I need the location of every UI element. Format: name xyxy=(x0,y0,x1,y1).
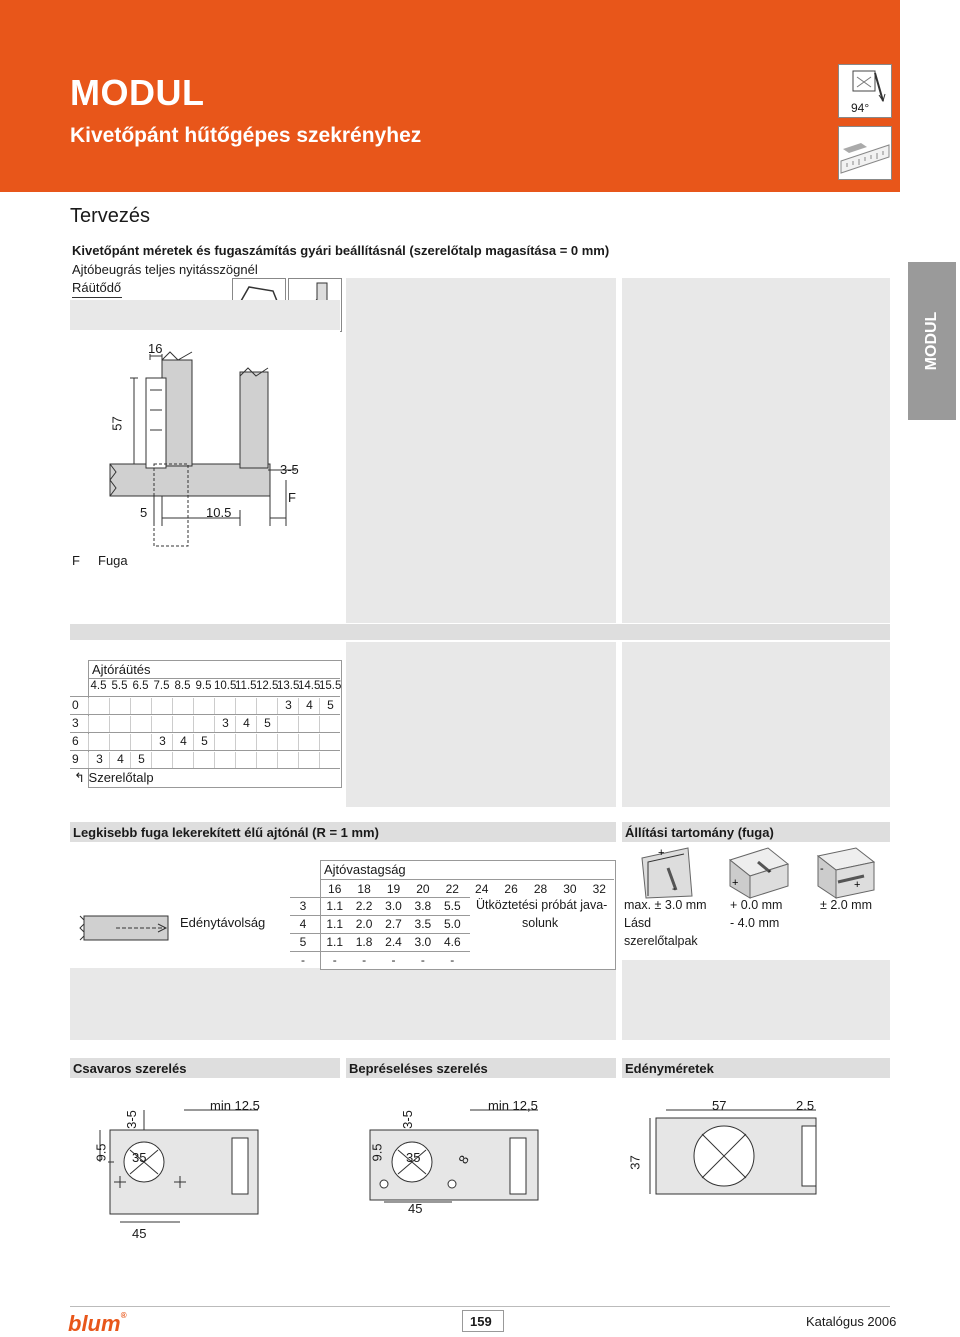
thickness-cell: - xyxy=(420,953,425,967)
plus-sign: + xyxy=(732,877,739,889)
page-title: MODUL xyxy=(70,72,205,113)
overlay-cell: 3 xyxy=(88,752,110,768)
overlay-cell xyxy=(151,698,173,714)
overlay-cell xyxy=(235,698,257,714)
thickness-value: 32 xyxy=(592,882,606,896)
overlay-row-label: 9 xyxy=(72,752,79,766)
thickness-value: 24 xyxy=(475,882,489,896)
thickness-cell: - xyxy=(362,953,367,967)
thickness-cell: - xyxy=(332,953,337,967)
overlay-column-header: 8.5 xyxy=(174,680,191,692)
thickness-cell: 4.6 xyxy=(443,935,461,949)
thickness-row-label: - xyxy=(301,953,305,967)
legend-text: Fuga xyxy=(98,553,128,568)
thickness-cell: 2.2 xyxy=(355,899,373,913)
overlay-cell xyxy=(109,716,131,732)
overlay-cell xyxy=(109,734,131,750)
thickness-value: 28 xyxy=(533,882,548,896)
overlay-cell xyxy=(172,752,194,768)
overlay-cell: 4 xyxy=(235,716,257,732)
cup-dims-heading: Edényméretek xyxy=(625,1061,714,1076)
thickness-cell: - xyxy=(391,953,396,967)
screw-mount-heading: Csavaros szerelés xyxy=(73,1061,187,1076)
overlay-row-label: 0 xyxy=(72,698,79,712)
overlay-column-header: 9.5 xyxy=(195,680,212,692)
thickness-cell: 1.1 xyxy=(326,899,344,913)
overlay-cell: 5 xyxy=(256,716,278,732)
overlay-cell xyxy=(151,752,173,768)
cup-37: 37 xyxy=(627,1155,643,1170)
overlay-cell xyxy=(193,716,215,732)
thickness-cell: 3.0 xyxy=(414,935,432,949)
thickness-value: 18 xyxy=(357,882,371,896)
minus-sign: - xyxy=(672,883,676,895)
blum-logo: blum® xyxy=(68,1311,127,1336)
thickness-cell: 3.0 xyxy=(385,899,402,913)
dim-3-5: 3-5 xyxy=(280,462,299,477)
overlay-cell xyxy=(130,716,152,732)
overlay-cell xyxy=(319,734,341,750)
overlay-cell xyxy=(277,734,299,750)
overlay-hinge-drawing xyxy=(70,330,350,560)
overlay-cell xyxy=(277,752,299,768)
plus-sign: + xyxy=(658,847,665,859)
thickness-cell: 2.4 xyxy=(385,935,402,949)
adjust-col2-line2: - 4.0 mm xyxy=(730,916,780,930)
thickness-value: 19 xyxy=(386,882,401,896)
adjust-col1-line2: Lásd xyxy=(624,916,652,930)
empty-panel-5 xyxy=(622,642,890,807)
min-gap-heading: Legkisebb fuga lekerekített élű ajtónál (R = 1 mm) xyxy=(73,825,379,840)
overlay-table-title: Ajtóráütés xyxy=(92,662,151,677)
overlay-cell: 3 xyxy=(277,698,299,714)
thickness-cell: 2.0 xyxy=(355,917,373,931)
thickness-cell: 3.5 xyxy=(414,917,432,931)
adjust-col1-line1: max. ± 3.0 mm xyxy=(624,898,707,912)
overlay-cell xyxy=(88,716,110,732)
overlay-column-header: 13.5 xyxy=(277,680,300,692)
overlay-cell xyxy=(298,752,320,768)
thickness-cell: 2.7 xyxy=(385,917,402,931)
adjustment-panel-bg xyxy=(622,960,890,1040)
overlay-cell xyxy=(235,752,257,768)
cup-2-5: 2.5 xyxy=(796,1098,815,1113)
overlay-cell: 5 xyxy=(319,698,341,714)
overlay-cell xyxy=(214,734,236,750)
overlay-cell xyxy=(319,716,341,732)
thickness-cell: 5.5 xyxy=(443,899,461,913)
overlay-label-underline xyxy=(72,297,122,298)
overlay-cell xyxy=(256,752,278,768)
adjustment-heading: Állítási tartomány (fuga) xyxy=(625,825,774,840)
overlay-cell xyxy=(235,734,257,750)
section-bar xyxy=(70,624,890,640)
overlay-cell xyxy=(256,698,278,714)
overlay-cell xyxy=(130,734,152,750)
press-3-5: 3-5 xyxy=(399,1110,415,1129)
overlay-column-header: 11.5 xyxy=(235,680,257,692)
intro-line: Ajtóbeugrás teljes nyitásszögnél xyxy=(72,262,258,277)
overlay-cell xyxy=(88,734,110,750)
cup-57: 57 xyxy=(712,1098,727,1113)
thickness-value: 22 xyxy=(445,882,459,896)
overlay-column-header: 4.5 xyxy=(90,680,107,692)
adjust-col2-line1: + 0.0 mm xyxy=(730,898,783,912)
empty-panel-4 xyxy=(346,642,616,807)
rounded-edge-door-drawing xyxy=(76,910,176,950)
overlay-cell: 5 xyxy=(193,734,215,750)
overlay-cell xyxy=(256,734,278,750)
overlay-table-rows xyxy=(70,696,340,768)
thickness-value: 20 xyxy=(416,882,430,896)
overlay-column-header: 15.5 xyxy=(319,680,342,692)
dim-57: 57 xyxy=(109,416,125,431)
plus-sign: + xyxy=(854,879,861,891)
test-note-line2: solunk xyxy=(522,916,559,930)
thickness-value: 30 xyxy=(563,882,577,896)
screw-9-5: 9.5 xyxy=(93,1143,109,1162)
overlay-cell: 4 xyxy=(109,752,131,768)
adjust-col1-line3: szerelőtalpak xyxy=(624,934,698,948)
overlay-cell xyxy=(319,752,341,768)
press-8: 8 xyxy=(455,1152,472,1167)
section-title: Tervezés xyxy=(70,205,151,227)
screw-mount-drawing xyxy=(74,1090,270,1250)
drawing-panel-bg xyxy=(70,300,340,330)
overlay-cell xyxy=(172,716,194,732)
overlay-row-label: 3 xyxy=(72,716,79,730)
overlay-column-header: 7.5 xyxy=(153,680,170,692)
minus-sign: - xyxy=(768,865,772,877)
empty-panel-3 xyxy=(622,278,890,623)
overlay-cell xyxy=(151,716,173,732)
overlay-column-header: 6.5 xyxy=(132,680,149,692)
overlay-cell xyxy=(298,734,320,750)
overlay-cell xyxy=(214,698,236,714)
overlay-cell xyxy=(172,698,194,714)
height-adjust-icon xyxy=(720,846,800,900)
screw-3-5: 3-5 xyxy=(123,1110,139,1129)
brand-text: blum xyxy=(68,1311,121,1336)
hinge-angle-icon xyxy=(838,64,892,118)
overlay-cell: 3 xyxy=(214,716,236,732)
overlay-cell xyxy=(193,698,215,714)
overlay-column-header: 12.5 xyxy=(256,680,279,692)
overlay-column-header: 14.5 xyxy=(298,680,321,692)
overlay-cell xyxy=(130,698,152,714)
footer-rule xyxy=(70,1306,890,1307)
overlay-cell xyxy=(193,752,215,768)
thickness-rows xyxy=(290,897,470,969)
thickness-cell: 1.1 xyxy=(326,917,344,931)
side-tab-modul xyxy=(908,262,956,420)
thickness-values xyxy=(320,879,614,898)
overlay-cell xyxy=(214,752,236,768)
catalog-label: Katalógus 2006 xyxy=(806,1314,897,1329)
depth-adjust-icon xyxy=(628,846,708,900)
min-gap-panel-bg xyxy=(70,968,616,1040)
angle-badge: 94° xyxy=(851,101,870,115)
drill-distance-label: Edénytávolság xyxy=(180,915,266,930)
thickness-value: 16 xyxy=(328,882,342,896)
screw-35: 35 xyxy=(132,1150,147,1165)
page-subtitle: Kivetőpánt hűtőgépes szekrényhez xyxy=(70,124,422,147)
empty-panel-2 xyxy=(346,278,616,623)
side-adjust-icon xyxy=(812,846,892,900)
return-arrow-icon: ↰ xyxy=(74,770,85,785)
adjust-col3-line1: ± 2.0 mm xyxy=(820,898,873,912)
thickness-row-label: 5 xyxy=(299,935,307,949)
screw-min: min 12.5 xyxy=(210,1098,260,1113)
minus-sign: - xyxy=(820,863,824,875)
press-45: 45 xyxy=(408,1201,423,1216)
thickness-cell: - xyxy=(450,953,455,967)
overlay-table-bottom xyxy=(70,768,340,769)
thickness-cell: 1.1 xyxy=(326,935,344,949)
dim-f: F xyxy=(288,490,296,505)
measuring-tape-icon xyxy=(838,126,892,180)
dim-5: 5 xyxy=(140,505,148,520)
intro-heading: Kivetőpánt méretek és fugaszámítás gyári beállításnál (szerelőtalp magasítása = 0 mm) xyxy=(72,243,610,258)
thickness-label: Ajtóvastagság xyxy=(324,862,406,877)
thickness-value: 26 xyxy=(504,882,518,896)
overlay-cell: 4 xyxy=(298,698,320,714)
test-note-line1: Ütköztetési próbát java- xyxy=(476,898,608,912)
press-9-5: 9.5 xyxy=(369,1143,385,1162)
overlay-cell: 4 xyxy=(172,734,194,750)
legend-symbol: F xyxy=(72,553,80,568)
thickness-cell: 5.0 xyxy=(443,917,461,931)
dim-10-5: 10.5 xyxy=(206,505,232,520)
overlay-cell: 3 xyxy=(151,734,173,750)
press-min: min 12,5 xyxy=(488,1098,538,1113)
overlay-label: Ráütődő xyxy=(72,280,122,295)
side-tab-label: MODUL xyxy=(923,311,940,371)
page-number: 159 xyxy=(470,1314,492,1329)
overlay-cell xyxy=(277,716,299,732)
screw-45: 45 xyxy=(132,1226,147,1241)
overlay-row-label: 6 xyxy=(72,734,79,748)
overlay-table-footer xyxy=(74,770,154,786)
dim-16: 16 xyxy=(148,341,163,356)
thickness-row-label: 3 xyxy=(299,899,307,913)
thickness-cell: 1.8 xyxy=(355,935,373,949)
overlay-cell: 5 xyxy=(130,752,152,768)
overlay-cell xyxy=(109,698,131,714)
overlay-cell xyxy=(88,698,110,714)
press-35: 35 xyxy=(406,1150,421,1165)
thickness-row-label: 4 xyxy=(299,917,307,931)
thickness-cell: 3.8 xyxy=(414,899,432,913)
overlay-column-header: 5.5 xyxy=(111,680,128,692)
overlay-column-header: 10.5 xyxy=(214,680,237,692)
overlay-cell xyxy=(298,716,320,732)
press-mount-heading: Bepréseléses szerelés xyxy=(349,1061,488,1076)
overlay-table-footer-label: Szerelőtalp xyxy=(88,770,154,785)
